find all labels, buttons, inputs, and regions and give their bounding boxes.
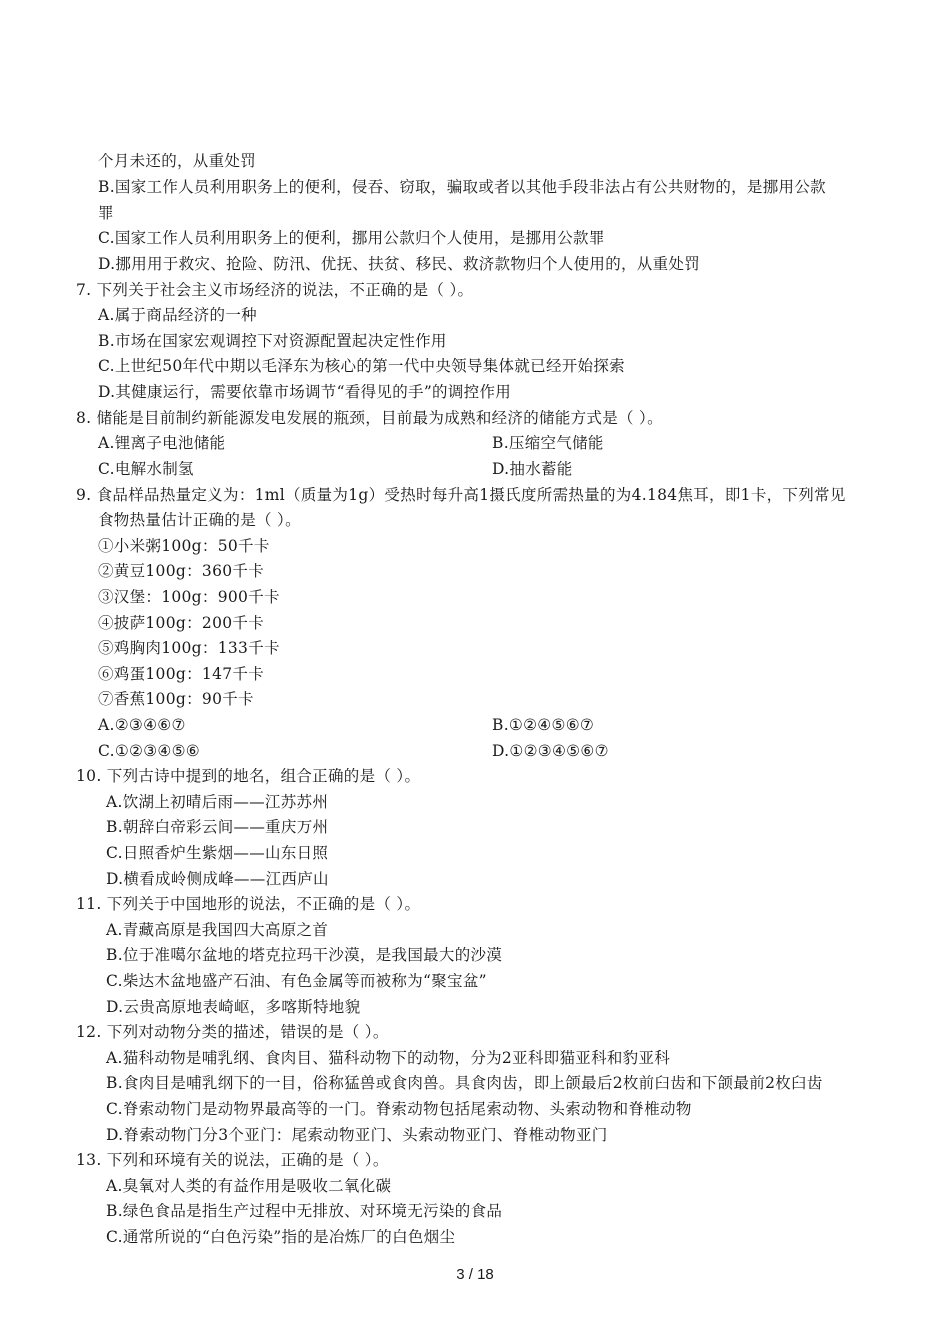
option: B.食肉目是哺乳纲下的一目，俗称猛兽或食肉兽。具食肉齿，即上颌最后2枚前臼齿和下颌最前2枚臼齿 [106, 1074, 823, 1092]
option: B.①②④⑤⑥⑦ [492, 716, 595, 734]
option: C.日照香炉生紫烟——山东日照 [106, 844, 329, 862]
option: D.抽水蓄能 [492, 460, 573, 478]
option: D.横看成岭侧成峰——江西庐山 [106, 870, 329, 888]
option: A.锂离子电池储能 [98, 434, 226, 452]
text-line: D.挪用用于救灾、抢险、防汛、优抚、扶贫、移民、救济款物归个人使用的，从重处罚 [98, 255, 701, 273]
option: B.绿色食品是指生产过程中无排放、对环境无污染的食品 [106, 1202, 503, 1220]
text-line: 个月未还的，从重处罚 [98, 152, 257, 170]
option: D.①②③④⑤⑥⑦ [492, 742, 609, 760]
option: D.其健康运行，需要依靠市场调节“看得见的手”的调控作用 [98, 383, 512, 401]
list-item: ④披萨100g：200千卡 [98, 614, 264, 632]
question-stem: 12. 下列对动物分类的描述，错误的是（ ）。 [76, 1023, 389, 1041]
question-stem: 9. 食品样品热量定义为：1ml（质量为1g）受热时每升高1摄氏度所需热量的为4.184焦耳，即1卡，下列常见 [76, 486, 846, 504]
question-stem: 13. 下列和环境有关的说法，正确的是（ ）。 [76, 1151, 389, 1169]
option: A.饮湖上初晴后雨——江苏苏州 [106, 793, 329, 811]
text-line: 罪 [98, 204, 114, 222]
option: C.①②③④⑤⑥ [98, 742, 201, 760]
question-stem: 食物热量估计正确的是（ ）。 [98, 511, 301, 529]
option: A.猫科动物是哺乳纲、食肉目、猫科动物下的动物，分为2亚科即猫亚科和豹亚科 [106, 1049, 671, 1067]
option: C.脊索动物门是动物界最高等的一门。脊索动物包括尾索动物、头索动物和脊椎动物 [106, 1100, 692, 1118]
question-stem: 11. 下列关于中国地形的说法，不正确的是（ ）。 [76, 895, 421, 913]
option: D.脊索动物门分3个亚门：尾索动物亚门、头索动物亚门、脊椎动物亚门 [106, 1126, 608, 1144]
text-line: B.国家工作人员利用职务上的便利，侵吞、窃取，骗取或者以其他手段非法占有公共财物的，是挪用公款 [98, 178, 826, 196]
list-item: ⑥鸡蛋100g：147千卡 [98, 665, 264, 683]
option: B.朝辞白帝彩云间——重庆万州 [106, 818, 329, 836]
option: A.臭氧对人类的有益作用是吸收二氧化碳 [106, 1177, 392, 1195]
list-item: ⑤鸡胸肉100g：133千卡 [98, 639, 280, 657]
list-item: ②黄豆100g：360千卡 [98, 562, 264, 580]
option: A.青藏高原是我国四大高原之首 [106, 921, 329, 939]
option: C.电解水制氢 [98, 460, 194, 478]
option: D.云贵高原地表崎岖，多喀斯特地貌 [106, 998, 361, 1016]
option: B.压缩空气储能 [492, 434, 604, 452]
page-number: 3 / 18 [456, 1266, 494, 1283]
text-line: C.国家工作人员利用职务上的便利，挪用公款归个人使用，是挪用公款罪 [98, 229, 605, 247]
question-stem: 10. 下列古诗中提到的地名，组合正确的是（ ）。 [76, 767, 421, 785]
option: B.位于准噶尔盆地的塔克拉玛干沙漠，是我国最大的沙漠 [106, 946, 503, 964]
question-stem: 7. 下列关于社会主义市场经济的说法，不正确的是（ ）。 [76, 281, 474, 299]
option: C.上世纪50年代中期以毛泽东为核心的第一代中央领导集体就已经开始探索 [98, 357, 625, 375]
option: B.市场在国家宏观调控下对资源配置起决定性作用 [98, 332, 447, 350]
option: A.属于商品经济的一种 [98, 306, 257, 324]
list-item: ⑦香蕉100g：90千卡 [98, 690, 254, 708]
option: C.通常所说的“白色污染”指的是冶炼厂的白色烟尘 [106, 1228, 456, 1246]
list-item: ③汉堡：100g：900千卡 [98, 588, 280, 606]
question-stem: 8. 储能是目前制约新能源发电发展的瓶颈，目前最为成熟和经济的储能方式是（ ）。 [76, 409, 663, 427]
list-item: ①小米粥100g：50千卡 [98, 537, 270, 555]
option: A.②③④⑥⑦ [98, 716, 186, 734]
option: C.柴达木盆地盛产石油、有色金属等而被称为“聚宝盆” [106, 972, 487, 990]
